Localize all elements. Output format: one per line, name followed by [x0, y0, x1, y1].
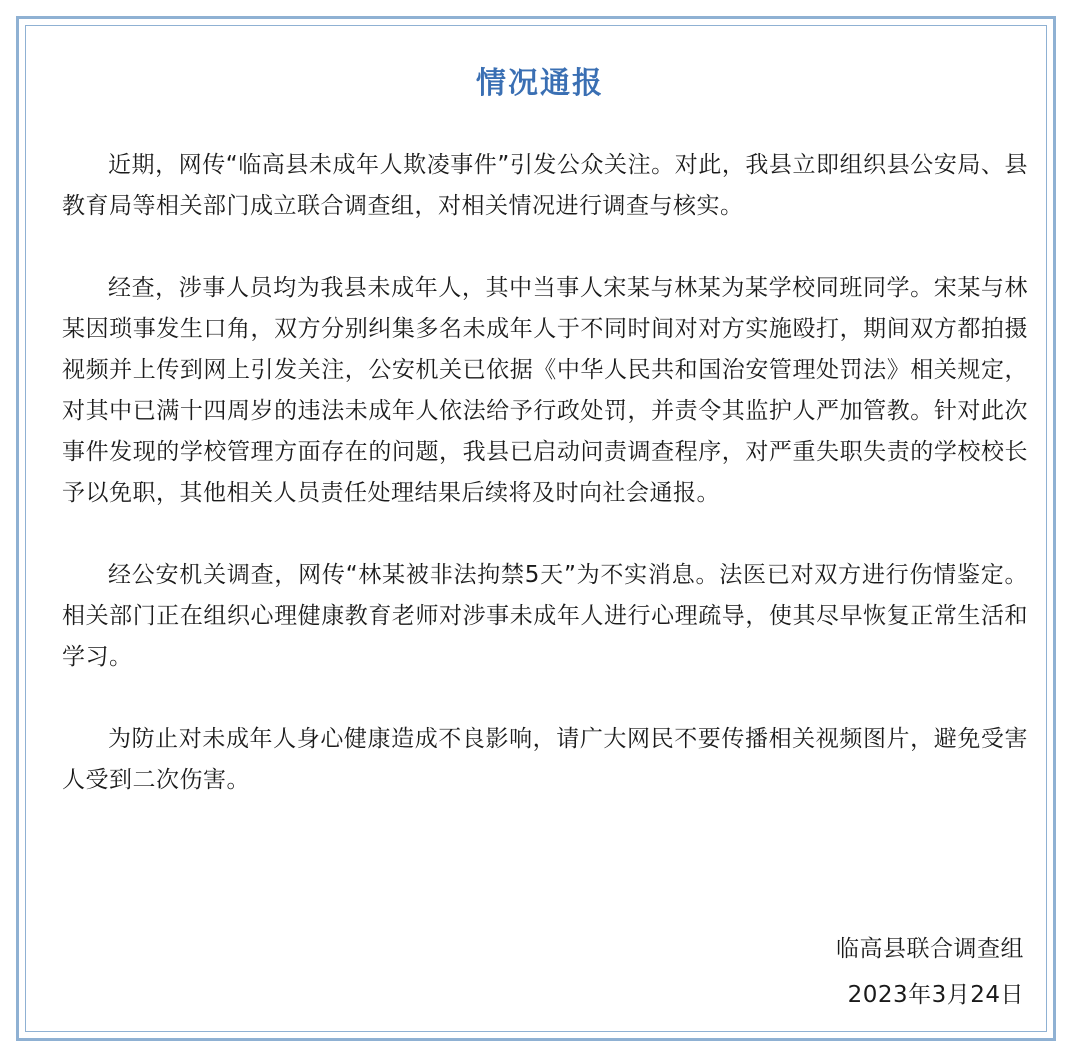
paragraph-investigation: 经查，涉事人员均为我县未成年人，其中当事人宋某与林某为某学校同班同学。宋某与林某因琐事发生口角，双方分别纠集多名未成年人于不同时间对对方实施殴打，期间双方都拍摄视频并上传到网上引发关注，公安机关已依据《中华人民共和国治安管理处罚法》相关规定，对其中已满十四周岁的违法未成年人依法给予行政处罚，并责令其监护人严加管教。针对此次事件发现的学校管理方面存在的问题，我县已启动问责调查程序，对严重失职失责的学校校长予以免职，其他相关人员责任处理结果后续将及时向社会通报。: [62, 275, 1028, 506]
issue-date: 2023年3月24日: [847, 982, 1024, 1008]
paragraph-intro: 近期，网传“临高县未成年人欺凌事件”引发公众关注。对此，我县立即组织县公安局、县教育局等相关部门成立联合调查组，对相关情况进行调查与核实。: [62, 152, 1028, 219]
paragraph-police-findings: 经公安机关调查，网传“林某被非法拘禁5天”为不实消息。法医已对双方进行伤情鉴定。相关部门正在组织心理健康教育老师对涉事未成年人进行心理疏导，使其尽早恢复正常生活和学习。: [62, 562, 1028, 670]
signature-block: [836, 926, 1024, 1018]
notice-body: [62, 145, 1028, 842]
paragraph-appeal: 为防止对未成年人身心健康造成不良影响，请广大网民不要传播相关视频图片，避免受害人受到二次伤害。: [62, 726, 1028, 793]
issuer-name: 临高县联合调查组: [836, 936, 1024, 962]
notice-title: 情况通报: [476, 66, 604, 101]
